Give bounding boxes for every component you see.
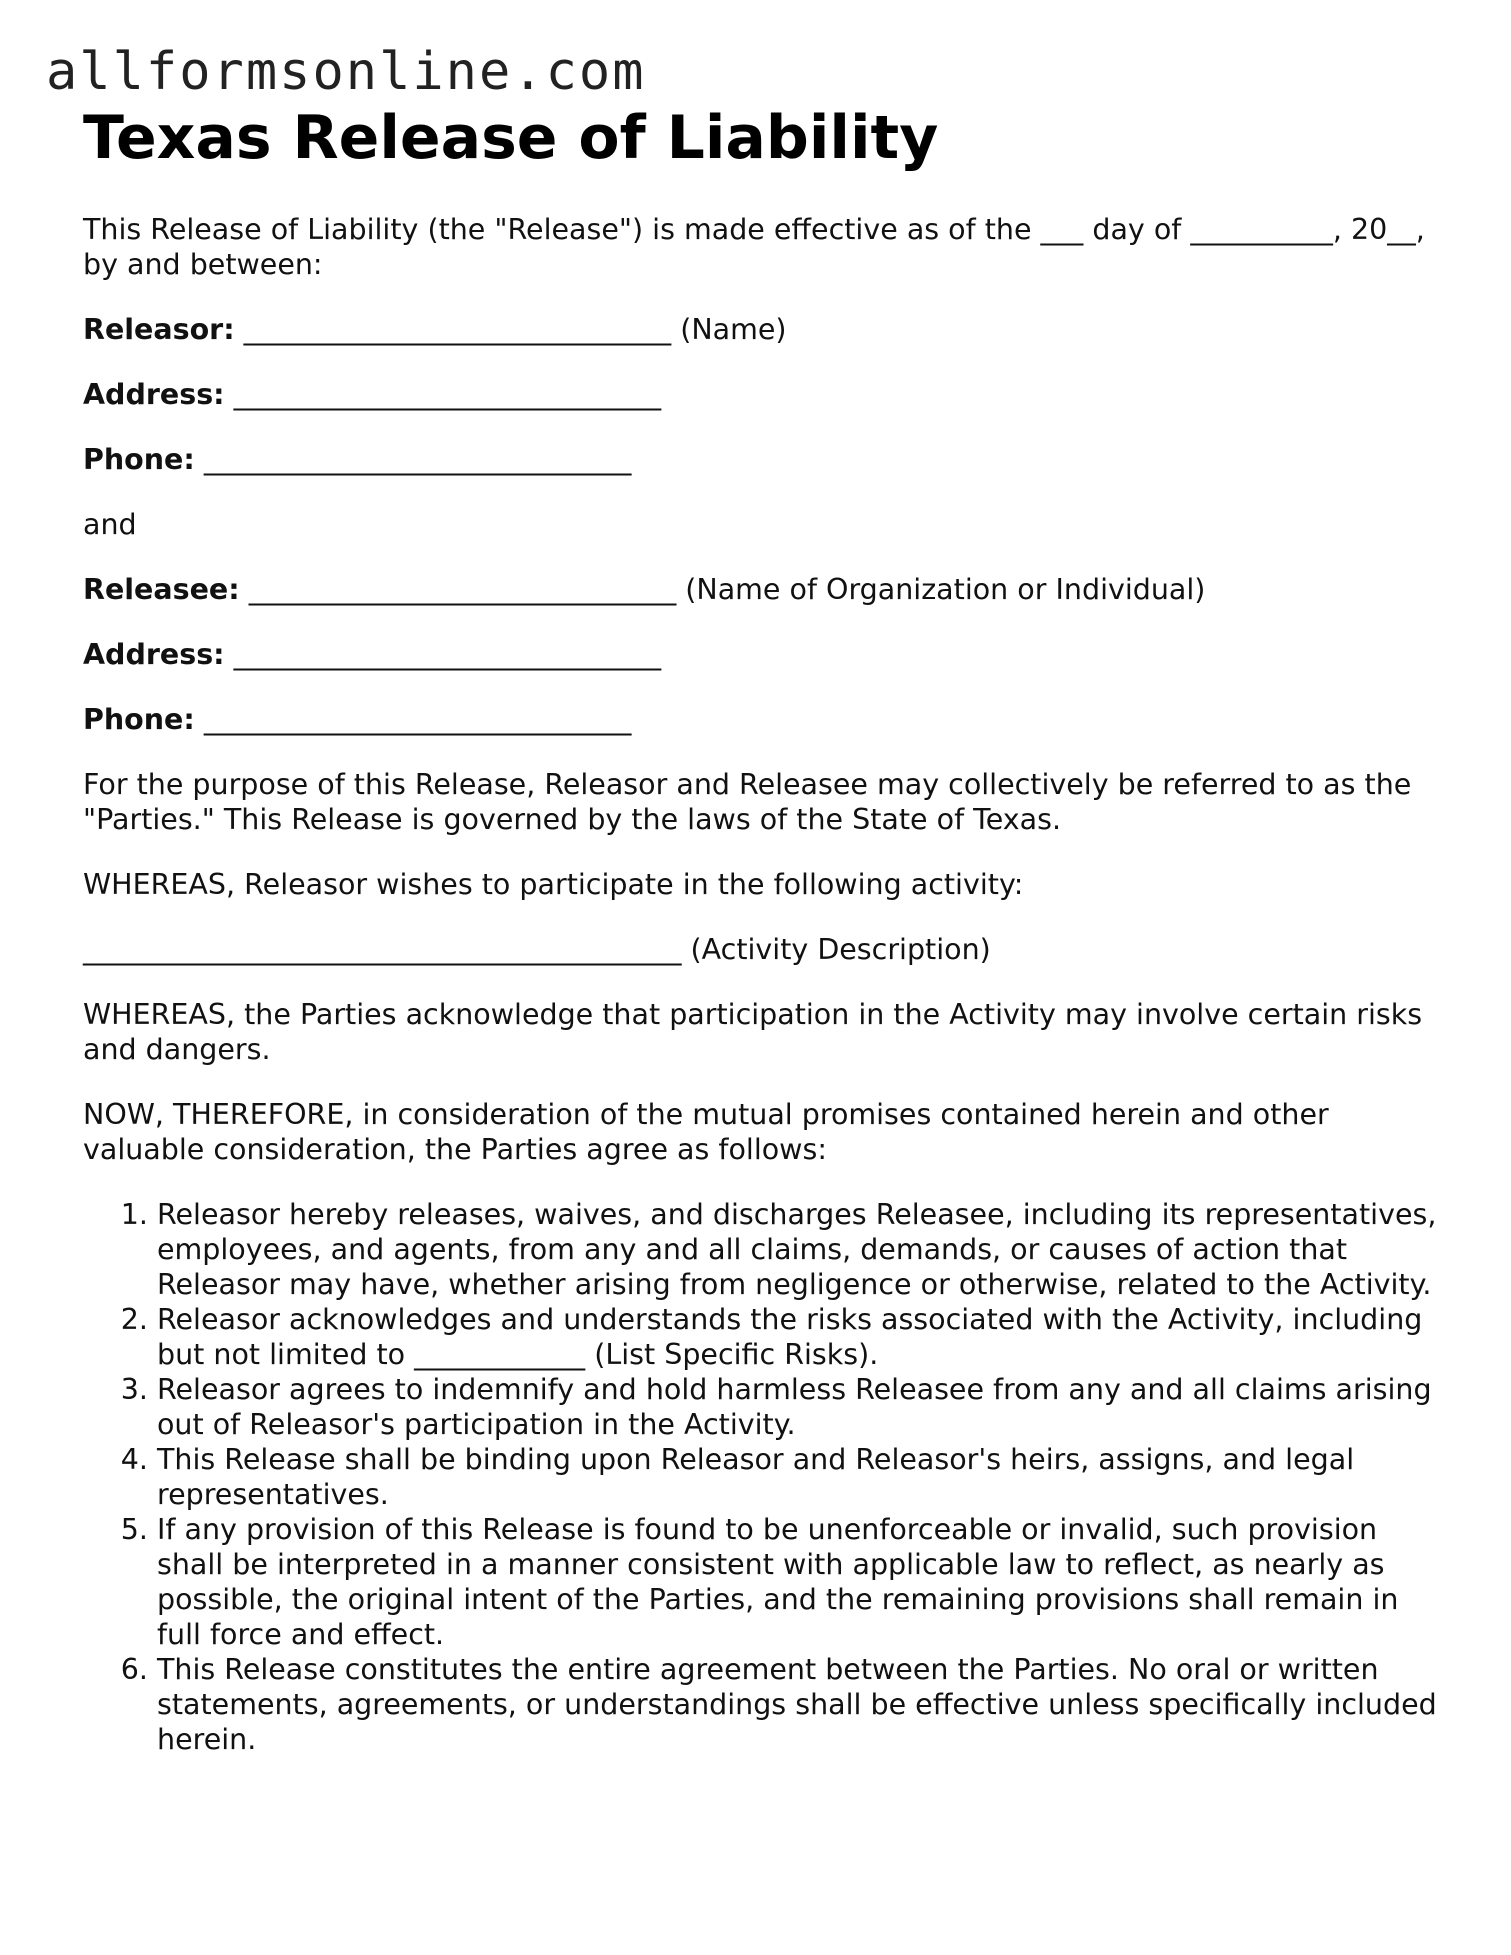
releasor-name-label: Releasor: <box>83 313 235 346</box>
releasee-phone-label: Phone: <box>83 703 195 736</box>
releasee-name-hint: (Name of Organization or Individual) <box>685 573 1206 606</box>
releasor-address-line <box>83 377 1443 412</box>
releasor-phone-blank: ______________________________ <box>203 443 632 476</box>
now-therefore-paragraph: NOW, THEREFORE, in consideration of the mutual promises contained herein and other valuable consideration, the Parties agree as follows: <box>83 1098 1329 1166</box>
releasor-name-hint: (Name) <box>680 313 787 346</box>
releasor-address-blank: ______________________________ <box>233 378 662 411</box>
site-watermark: allformsonline.com <box>46 42 646 102</box>
activity-description-line: __________________________________________ (Activity Description) <box>83 933 991 966</box>
releasor-name-line <box>83 312 1443 347</box>
list-item: 6. This Release constitutes the entire agreement between the Parties. No oral or written statements, agreements, or understandings shall be effective unless specifically included herein. <box>157 1652 1443 1757</box>
list-item: 3. Releasor agrees to indemnify and hold harmless Releasee from any and all claims arising out of Releasor's participation in the Activity. <box>157 1372 1443 1442</box>
releasee-phone-line <box>83 702 1443 737</box>
list-item: 4. This Release shall be binding upon Releasor and Releasor's heirs, assigns, and legal representatives. <box>157 1442 1443 1512</box>
releasee-name-line <box>83 572 1443 607</box>
intro-paragraph: This Release of Liability (the "Release") is made effective as of the ___ day of __________, 20__, by and between: <box>83 213 1425 281</box>
releasee-name-blank: ______________________________ <box>248 573 677 606</box>
whereas-activity-paragraph: WHEREAS, Releasor wishes to participate in the following activity: <box>83 868 1024 901</box>
releasee-name-label: Releasee: <box>83 573 240 606</box>
document-title: Texas Release of Liability <box>83 103 939 173</box>
releasor-name-blank: ______________________________ <box>243 313 672 346</box>
parties-paragraph: For the purpose of this Release, Releasor and Releasee may collectively be referred to as the "Parties." This Release is governed by the laws of the State of Texas. <box>83 768 1412 836</box>
list-item: 1. Releasor hereby releases, waives, and discharges Releasee, including its representatives, employees, and agents, from any and all claims, demands, or causes of action that Releasor may have, whether arising from negligence or otherwise, related to the Activity. <box>157 1197 1443 1302</box>
terms-list <box>83 1197 1443 1757</box>
releasee-phone-blank: ______________________________ <box>203 703 632 736</box>
conjunction: and <box>83 508 137 541</box>
releasor-address-label: Address: <box>83 378 225 411</box>
releasee-address-label: Address: <box>83 638 225 671</box>
whereas-risks-paragraph: WHEREAS, the Parties acknowledge that participation in the Activity may involve certain risks and dangers. <box>83 998 1423 1066</box>
list-item: 2. Releasor acknowledges and understands the risks associated with the Activity, including but not limited to ____________ (List Specific Risks). <box>157 1302 1443 1372</box>
releasor-phone-line <box>83 442 1443 477</box>
releasee-address-blank: ______________________________ <box>233 638 662 671</box>
list-item: 5. If any provision of this Release is found to be unenforceable or invalid, such provision shall be interpreted in a manner consistent with applicable law to reflect, as nearly as possible, the original intent of the Parties, and the remaining provisions shall remain in full force and effect. <box>157 1512 1443 1652</box>
releasor-phone-label: Phone: <box>83 443 195 476</box>
document <box>83 102 1443 1757</box>
releasee-address-line <box>83 637 1443 672</box>
